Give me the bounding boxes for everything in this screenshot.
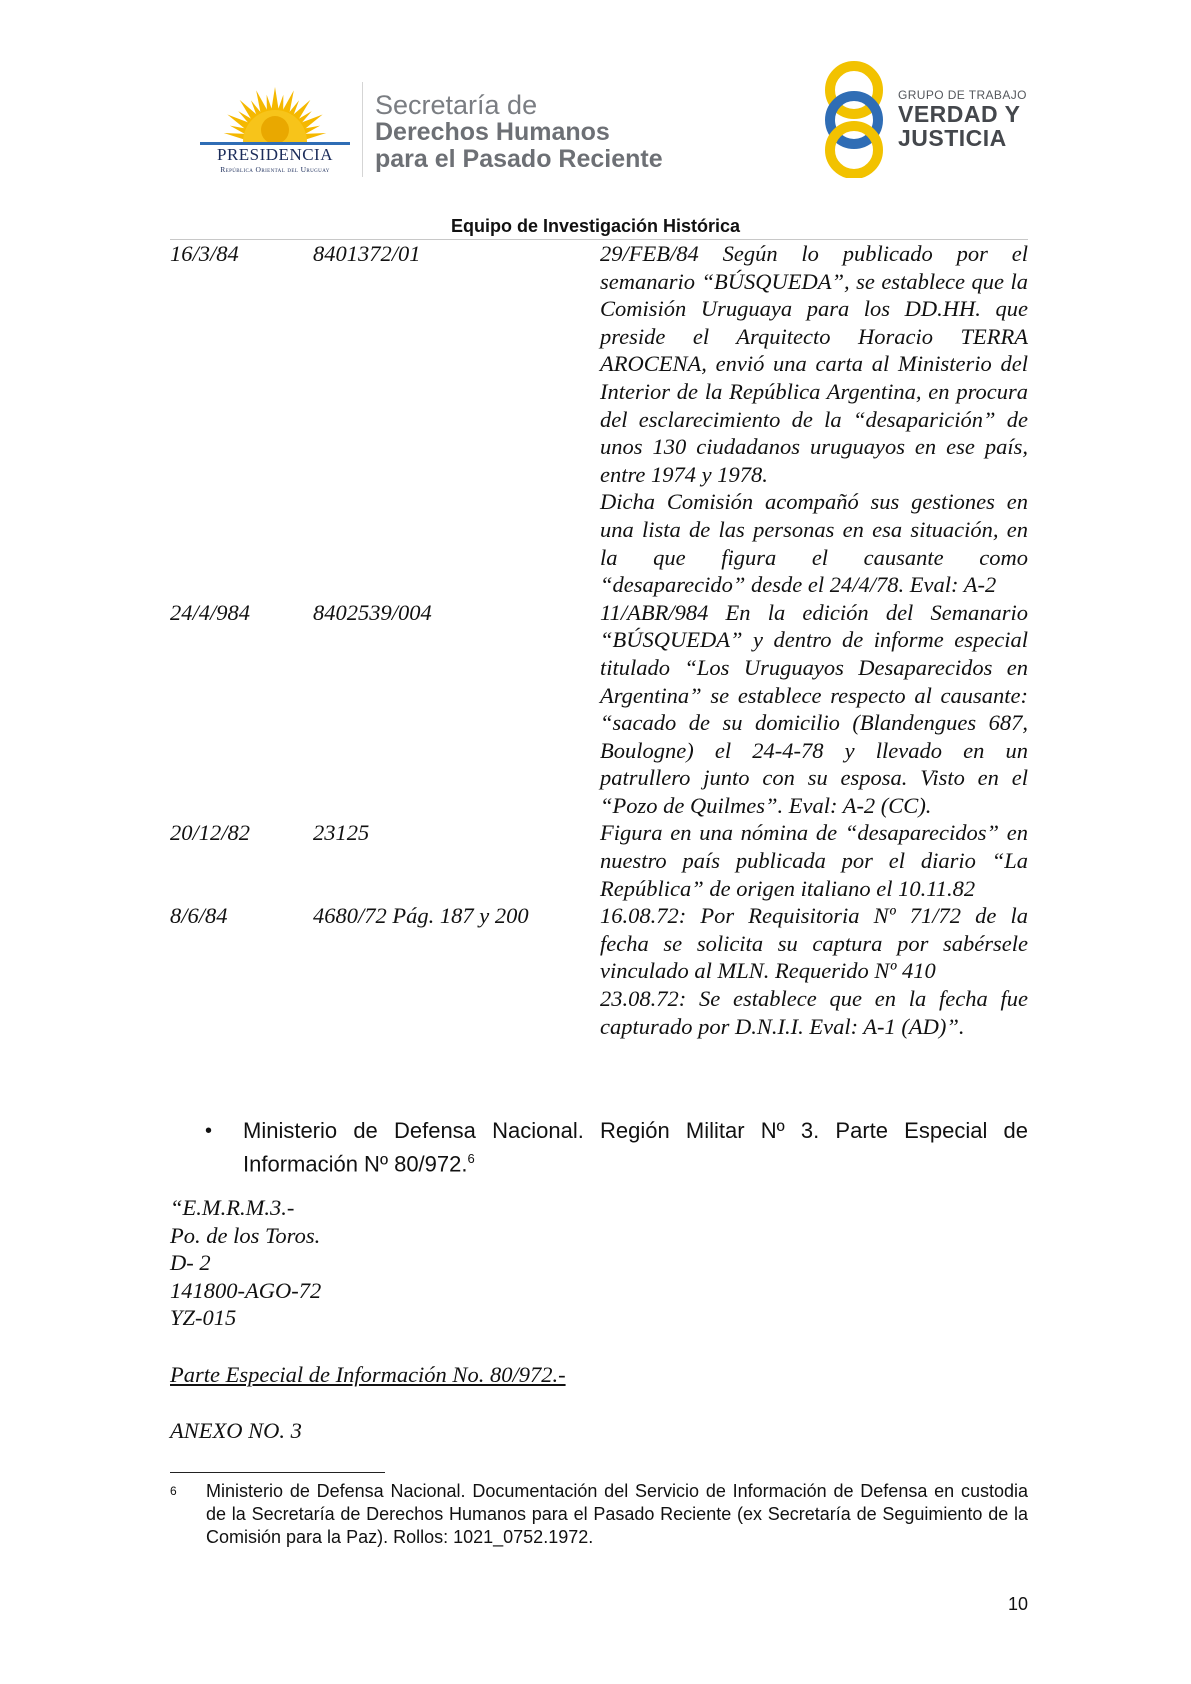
grupo-line-1: VERDAD Y (898, 101, 1021, 127)
secretaria-line-2: Derechos Humanos (375, 118, 610, 146)
footnote-reference[interactable]: 6 (467, 1151, 475, 1166)
record-row (170, 819, 1028, 902)
record-description (600, 240, 1028, 599)
record-description (600, 902, 1028, 1040)
record-date: 24/4/984 (170, 599, 251, 625)
grupo-line-2: JUSTICIA (898, 125, 1007, 151)
secretaria-line-3: para el Pasado Reciente (375, 145, 663, 173)
page-header (0, 0, 1191, 236)
record-description (600, 599, 1028, 820)
record-paragraph: 29/FEB/84 Según lo publicado por el semanario “BÚSQUEDA”, se establece que la Comisión Uruguaya para los DD.HH. que preside el Arquitecto Horacio TERRA AROCENA, envió una carta al Ministerio del Interior de la República Argentina, en procura del esclarecimiento de la “desaparición” de unos 130 ciudadanos uruguayos en ese país, entre 1974 y 1978. (600, 241, 1028, 487)
source-bullet-label: Ministerio de Defensa Nacional. Región Militar Nº 3. Parte Especial de Información Nº 80/972. (243, 1118, 1028, 1177)
footnote-separator (170, 1472, 385, 1473)
record-paragraph: 16.08.72: Por Requisitoria Nº 71/72 de la fecha se solicita su captura por sabérsele vinculado al MLN. Requerido Nº 410 (600, 903, 1028, 984)
source-bullet (205, 1117, 1028, 1178)
secretaria-line-1: Secretaría de (375, 90, 538, 120)
record-paragraph: 23.08.72: Se establece que en la fecha fue capturado por D.N.I.I. Eval: A-1 (AD)”. (600, 986, 1028, 1039)
anexo-label: ANEXO NO. 3 (170, 1418, 302, 1443)
source-bullet-text (243, 1117, 1028, 1178)
records-table (170, 240, 1028, 1040)
quote-line: YZ-015 (170, 1305, 237, 1331)
presidencia-wordmark: PRESIDENCIA (216, 145, 333, 164)
footnote (170, 1480, 1028, 1549)
footnote-number: 6 (170, 1484, 177, 1498)
record-paragraph: Figura en una nómina de “desaparecidos” en nuestro país publicada por el diario “La República” de origen italiano el 10.11.82 (600, 820, 1028, 901)
team-heading: Equipo de Investigación Histórica (450, 216, 741, 236)
presidencia-subtitle: República Oriental del Uruguay (220, 165, 330, 174)
record-description (600, 819, 1028, 902)
record-date: 20/12/82 (170, 820, 251, 846)
record-date: 8/6/84 (170, 903, 228, 929)
parte-especial-title: Parte Especial de Información No. 80/972.- (170, 1362, 566, 1387)
record-paragraph: 11/ABR/984 En la edición del Semanario “BÚSQUEDA” y dentro de informe especial titulado “Los Uruguayos Desaparecidos en Argentina” se establece respecto al causante: “sacado de su domicilio (Blandengues 687, Boulogne) el 24-4-78 y llevado en un patrullero junto con su esposa. Visto en el “Pozo de Quilmes”. Eval: A-2 (CC). (600, 599, 1028, 818)
record-reference: 4680/72 Pág. 187 y 200 (313, 903, 529, 929)
quote-line: “E.M.R.M.3.- (170, 1195, 295, 1220)
header-divider (362, 82, 363, 177)
footnote-text: Ministerio de Defensa Nacional. Documentación del Servicio de Información de Defensa en custodia de la Secretaría de Derechos Humanos para el Pasado Reciente (ex Secretaría de Seguimiento de la Comisión para la Paz). Rollos: 1021_0752.1972. (206, 1481, 1028, 1547)
record-reference: 23125 (313, 820, 370, 846)
secretaria-title (375, 92, 663, 173)
quote-line: Po. de los Toros. (170, 1222, 321, 1248)
page-number: 10 (1007, 1594, 1028, 1614)
grupo-trabajo-wordmark (898, 88, 1027, 150)
record-row (170, 902, 1028, 1040)
quote-line: D- 2 (170, 1250, 211, 1276)
grupo-small-label: GRUPO DE TRABAJO (898, 88, 1027, 102)
record-row (170, 599, 1028, 820)
record-row (170, 240, 1028, 599)
quoted-header-block (170, 1194, 321, 1332)
record-reference: 8402539/004 (313, 599, 432, 625)
record-reference: 8401372/01 (313, 241, 421, 266)
record-date: 16/3/84 (170, 241, 239, 266)
quote-line: 141800-AGO-72 (170, 1277, 322, 1303)
record-paragraph: Dicha Comisión acompañó sus gestiones en una lista de las personas en esa situación, en la que figura el causante como “desaparecido” desde el 24/4/78. Eval: A-2 (600, 489, 1028, 598)
bullet-icon: • (205, 1120, 213, 1142)
